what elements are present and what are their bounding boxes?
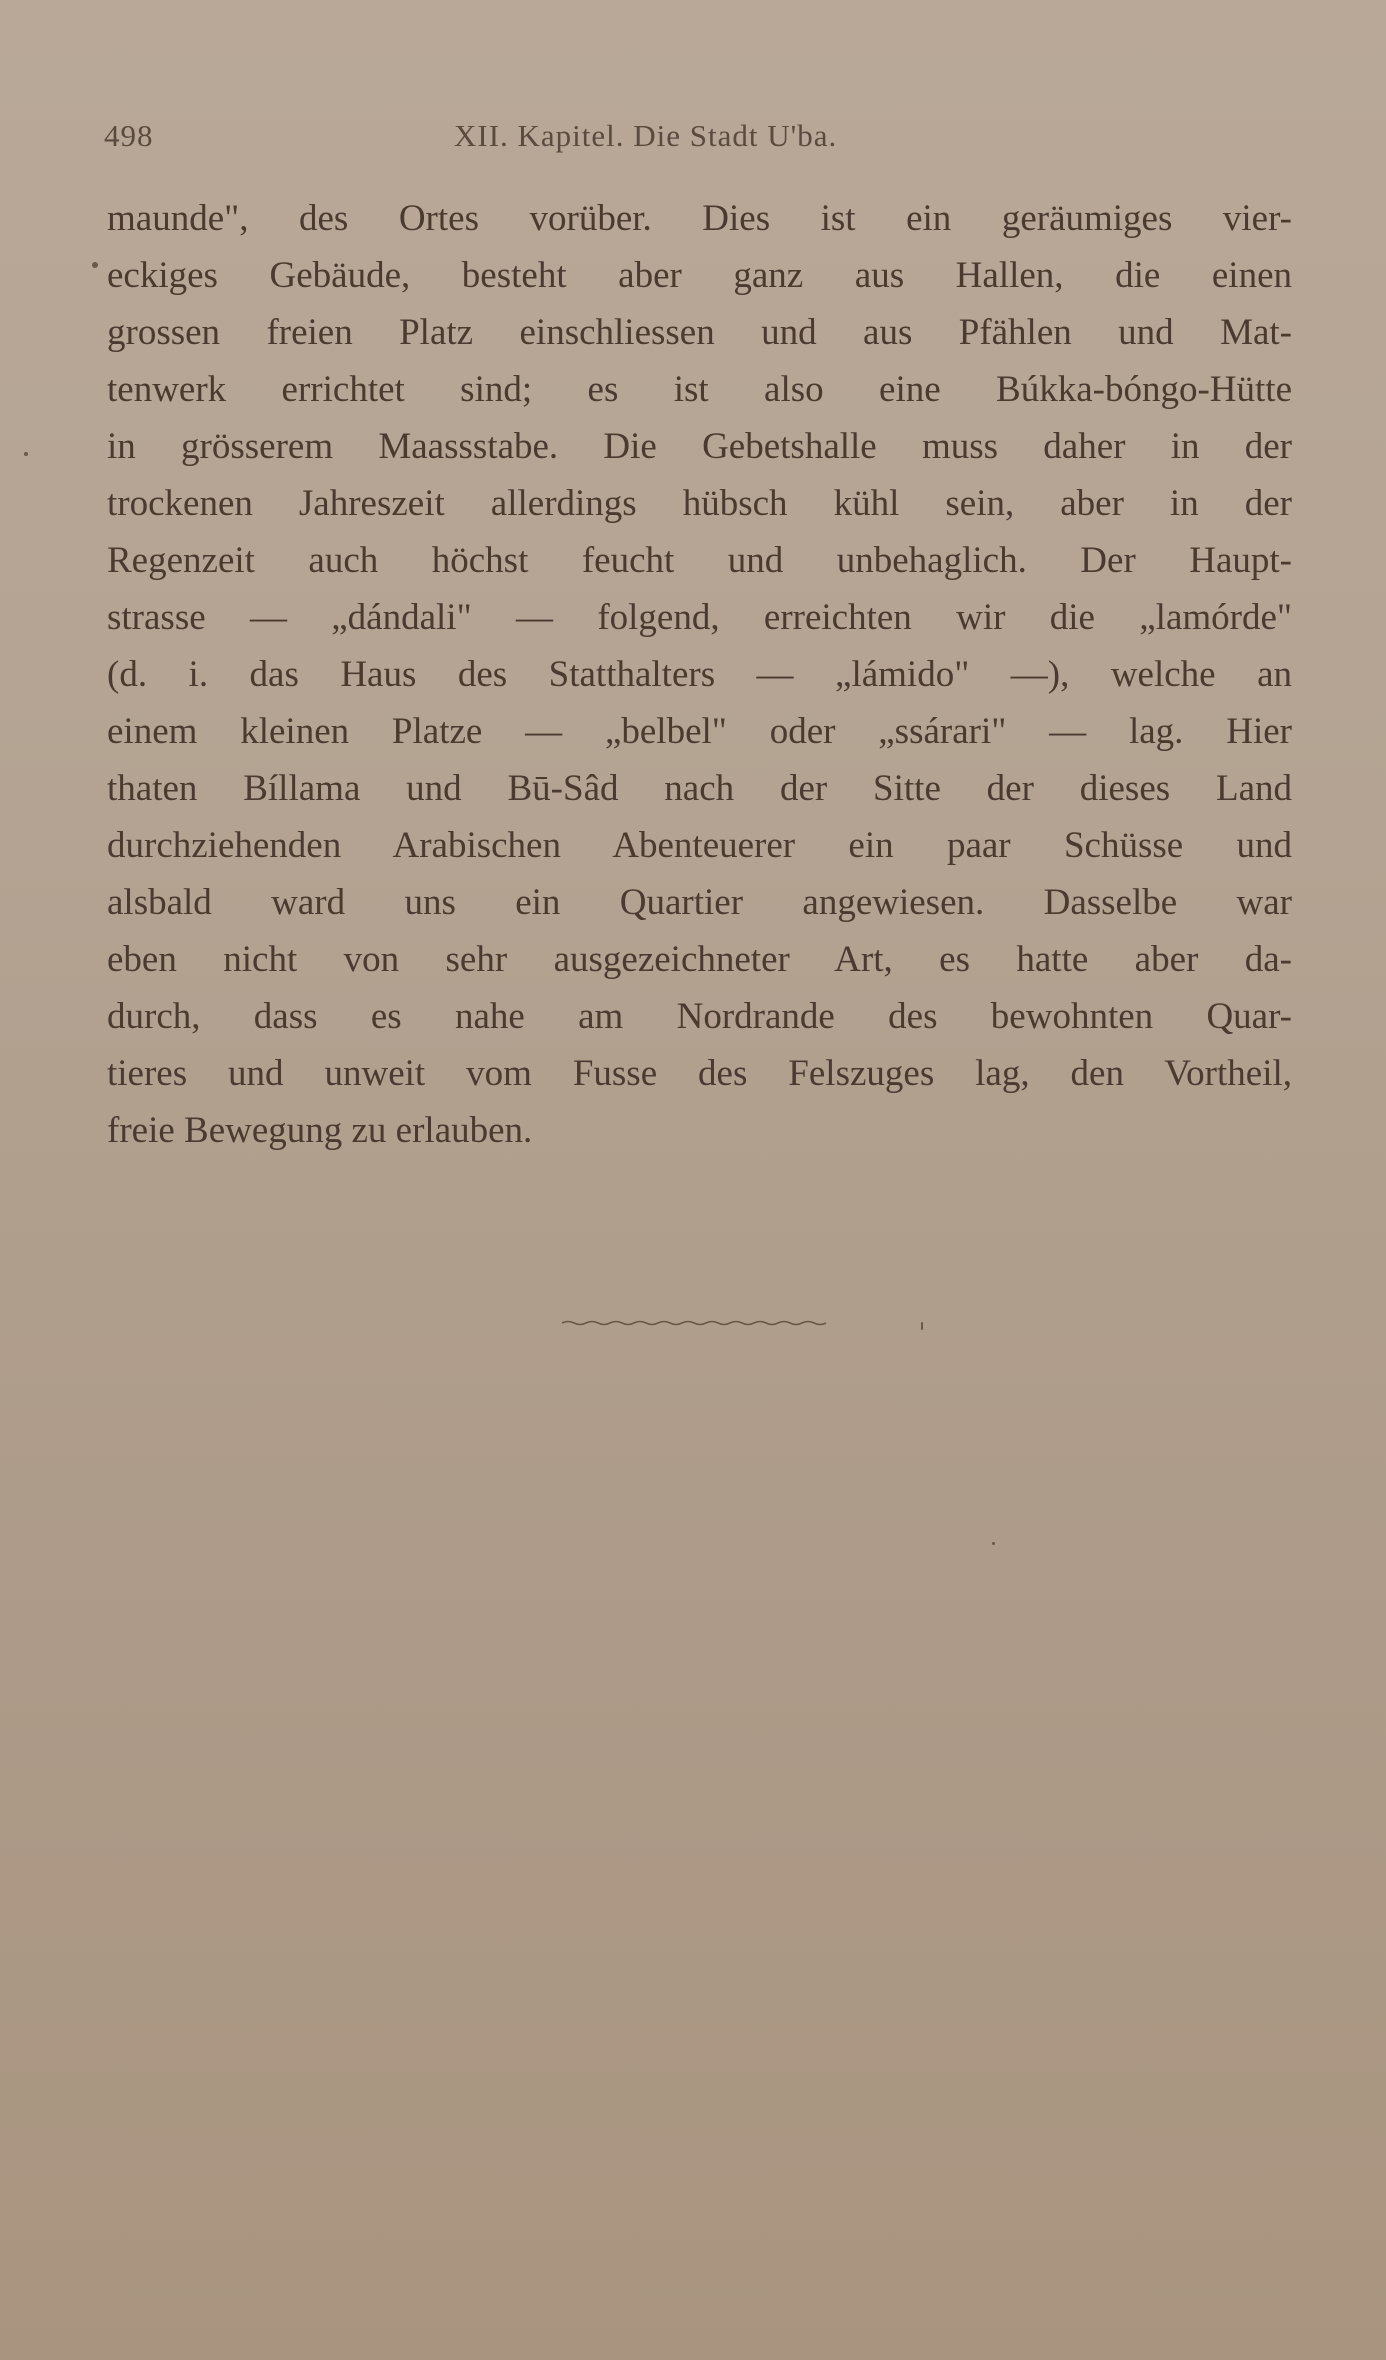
text-line: strasse — „dándali" — folgend, erreichten wir die „lamórde" — [107, 597, 1292, 638]
text-line: Regenzeit auch höchst feucht und unbehaglich. Der Haupt- — [107, 540, 1292, 581]
paper-speck — [992, 1542, 995, 1545]
text-line: einem kleinen Platze — „belbel" oder „ssárari" — lag. Hier — [107, 711, 1292, 752]
text-line: durch, dass es nahe am Nordrande des bewohnten Quar- — [107, 996, 1292, 1037]
text-line: durchziehenden Arabischen Abenteuerer ein paar Schüsse und — [107, 825, 1292, 866]
text-line: eckiges Gebäude, besteht aber ganz aus Hallen, die einen — [107, 255, 1292, 296]
body-paragraph — [107, 190, 1292, 1159]
text-line: grossen freien Platz einschliessen und aus Pfählen und Mat- — [107, 312, 1292, 353]
text-line-last: freie Bewegung zu erlauben. — [107, 1110, 533, 1151]
text-line: maunde", des Ortes vorüber. Dies ist ein geräumiges vier- — [107, 198, 1292, 239]
page-number: 498 — [104, 118, 154, 153]
paper-speck — [24, 452, 28, 456]
chapter-title: XII. Kapitel. Die Stadt U'ba. — [454, 118, 838, 153]
text-line: alsbald ward uns ein Quartier angewiesen. Dasselbe war — [107, 882, 1292, 923]
section-end-rule — [560, 1318, 830, 1328]
text-line: eben nicht von sehr ausgezeichneter Art, es hatte aber da- — [107, 939, 1292, 980]
paper-speck — [921, 1322, 923, 1330]
text-line: thaten Bíllama und Bū-Sâd nach der Sitte der dieses Land — [107, 768, 1292, 809]
text-line: trockenen Jahreszeit allerdings hübsch kühl sein, aber in der — [107, 483, 1292, 524]
running-head — [104, 118, 1292, 166]
text-line: tieres und unweit vom Fusse des Felszuges lag, den Vortheil, — [107, 1053, 1292, 1094]
text-line: (d. i. das Haus des Statthalters — „lámido" —), welche an — [107, 654, 1292, 695]
paper-speck — [92, 262, 98, 268]
text-line: in grösserem Maassstabe. Die Gebetshalle muss daher in der — [107, 426, 1292, 467]
text-line: tenwerk errichtet sind; es ist also eine Búkka-bóngo-Hütte — [107, 369, 1292, 410]
